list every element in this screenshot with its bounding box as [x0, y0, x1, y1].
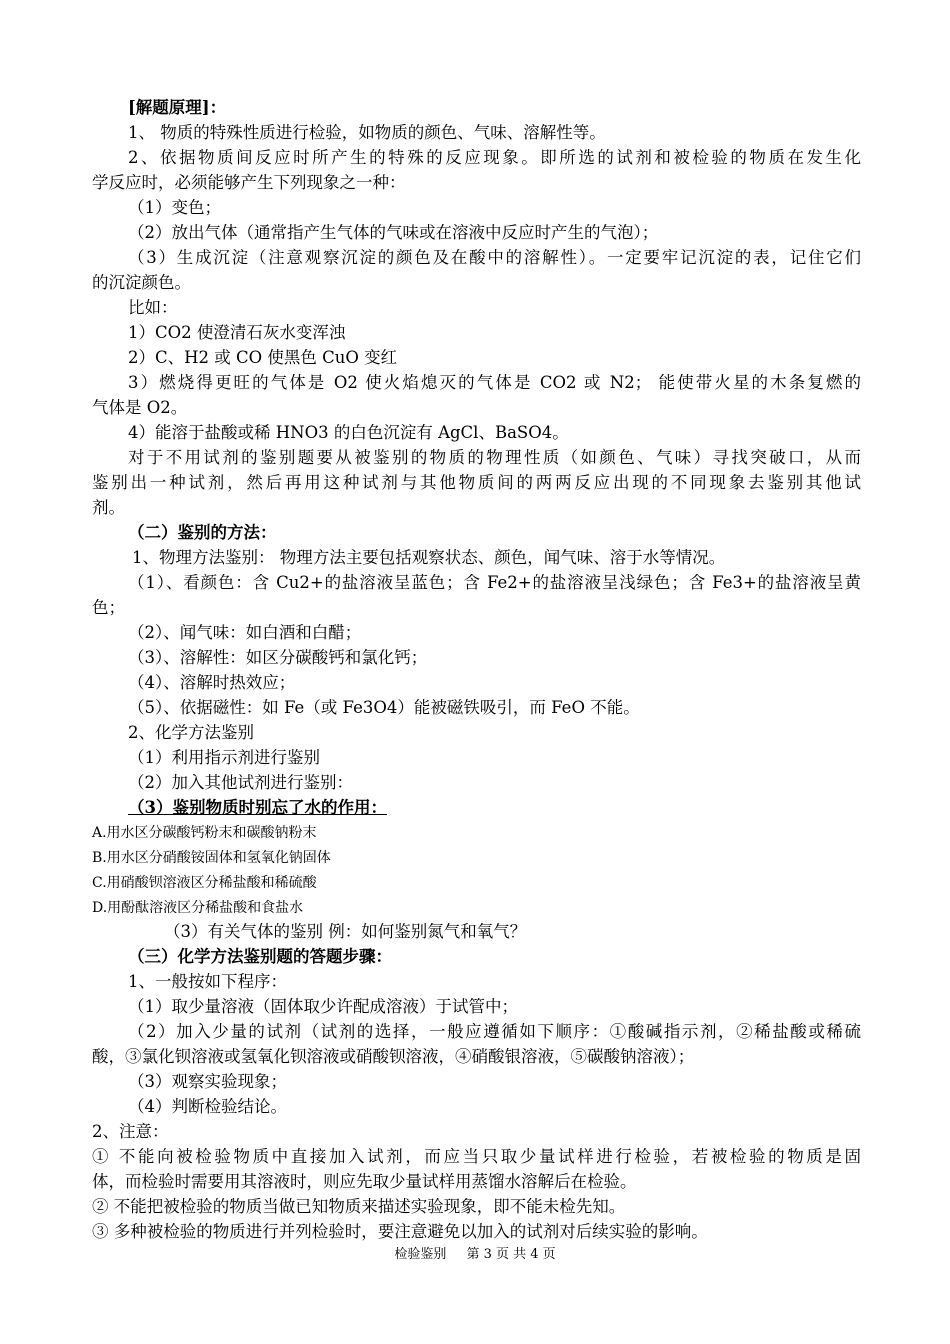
- text-line: （3）生成沉淀（注意观察沉淀的颜色及在酸中的溶解性）。一定要牢记沉淀的表，记住它们: [128, 248, 861, 267]
- text-line: 4）能溶于盐酸或稀 HNO3 的白色沉淀有 AgCl、BaSO4。: [128, 423, 569, 442]
- text-line: 1、一般按如下程序：: [128, 972, 287, 991]
- subheading-water: （3）鉴别物质时别忘了水的作用：: [128, 798, 387, 817]
- page-footer: [0, 1246, 950, 1264]
- text-line: 3）燃烧得更旺的气体是 O2 使火焰熄灭的气体是 CO2 或 N2； 能使带火星的木条复燃的: [128, 373, 861, 392]
- text-line: 2、注意：: [92, 1122, 169, 1141]
- text-line: （5）、依据磁性：如 Fe（或 Fe3O4）能被磁铁吸引，而 FeO 不能。: [128, 698, 640, 717]
- text-line: ③ 多种被检验的物质进行并列检验时，要注意避免以加入的试剂对后续实验的影响。: [92, 1222, 708, 1241]
- text-line: （1）变色；: [128, 198, 221, 217]
- text-line: （3）观察实验现象；: [128, 1072, 287, 1091]
- text-line: （2）放出气体（通常指产生气体的气味或在溶液中反应时产生的气泡）；: [128, 223, 659, 242]
- text-line: 1、物理方法鉴别： 物理方法主要包括观察状态、颜色，闻气味、溶于水等情况。: [132, 548, 726, 567]
- text-line: （2）、闻气味：如白酒和白醋；: [128, 623, 362, 642]
- text-line: 的沉淀颜色。: [92, 273, 191, 292]
- text-line: （3）、溶解性：如区分碳酸钙和氯化钙；: [128, 648, 428, 667]
- section-heading: [解题原理]：: [128, 98, 227, 117]
- option-b: B.用水区分硝酸铵固体和氢氧化钠固体: [92, 850, 331, 866]
- text-line: 2）C、H2 或 CO 使黑色 CuO 变红: [128, 348, 398, 367]
- option-d: D.用酚酞溶液区分稀盐酸和食盐水: [92, 900, 304, 916]
- text-line: （2）加入其他试剂进行鉴别：: [128, 773, 353, 792]
- text-line: （2）加入少量的试剂（试剂的选择，一般应遵循如下顺序：①酸碱指示剂，②稀盐酸或稀硫: [128, 1022, 861, 1041]
- text-line: 鉴别出一种试剂，然后再用这种试剂与其他物质间的两两反应出现的不同现象去鉴别其他试: [92, 473, 861, 492]
- text-line: ② 不能把被检验的物质当做已知物质来描述实验现象，即不能未检先知。: [92, 1197, 626, 1216]
- text-line: （1）、看颜色：含 Cu2+的盐溶液呈蓝色；含 Fe2+的盐溶液呈浅绿色；含 Fe3+的盐溶液呈黄: [128, 573, 861, 592]
- text-line: 体，而检验时需要用其溶液时，则应先取少量试样用蒸馏水溶解后在检验。: [92, 1172, 637, 1191]
- text-line: 1、 物质的特殊性质进行检验，如物质的颜色、气味、溶解性等。: [128, 123, 606, 142]
- option-c: C.用硝酸钡溶液区分稀盐酸和稀硫酸: [92, 875, 317, 891]
- text-line: 学反应时，必须能够产生下列现象之一种：: [92, 173, 406, 192]
- footer-page-number: 第 3 页 共 4 页: [466, 1247, 556, 1262]
- section-heading: （三）化学方法鉴别题的答题步骤：: [128, 947, 392, 966]
- option-a: A.用水区分碳酸钙粉末和碳酸钠粉末: [92, 825, 317, 841]
- text-line: 1）CO2 使澄清石灰水变浑浊: [128, 323, 346, 342]
- footer-title: 检验鉴别: [394, 1247, 447, 1262]
- text-line: 2、化学方法鉴别: [128, 723, 254, 742]
- text-line: （4）判断检验结论。: [128, 1097, 287, 1116]
- section-heading: （二）鉴别的方法：: [128, 523, 277, 542]
- text-line: 对于不用试剂的鉴别题要从被鉴别的物质的物理性质（如颜色、气味）寻找突破口，从而: [128, 448, 861, 467]
- text-line: （1）取少量溶液（固体取少许配成溶液）于试管中；: [128, 997, 518, 1016]
- text-line: 色；: [92, 598, 125, 617]
- text-line: 2、依据物质间反应时所产生的特殊的反应现象。即所选的试剂和被检验的物质在发生化: [128, 148, 861, 167]
- text-line: （4）、溶解时热效应；: [128, 673, 296, 692]
- text-line: 酸，③氯化钡溶液或氢氧化钡溶液或硝酸钡溶液，④硝酸银溶液，⑤碳酸钠溶液）；: [92, 1047, 695, 1066]
- text-line: 气体是 O2。: [92, 398, 188, 417]
- text-line: 比如：: [128, 298, 178, 317]
- text-line: 剂。: [92, 498, 125, 517]
- text-line: ① 不能向被检验物质中直接加入试剂，而应当只取少量试样进行检验，若被检验的物质是固: [92, 1147, 861, 1166]
- text-line: （3）有关气体的鉴别 例：如何鉴别氮气和氧气？: [164, 922, 527, 941]
- text-line: （1）利用指示剂进行鉴别: [128, 748, 320, 767]
